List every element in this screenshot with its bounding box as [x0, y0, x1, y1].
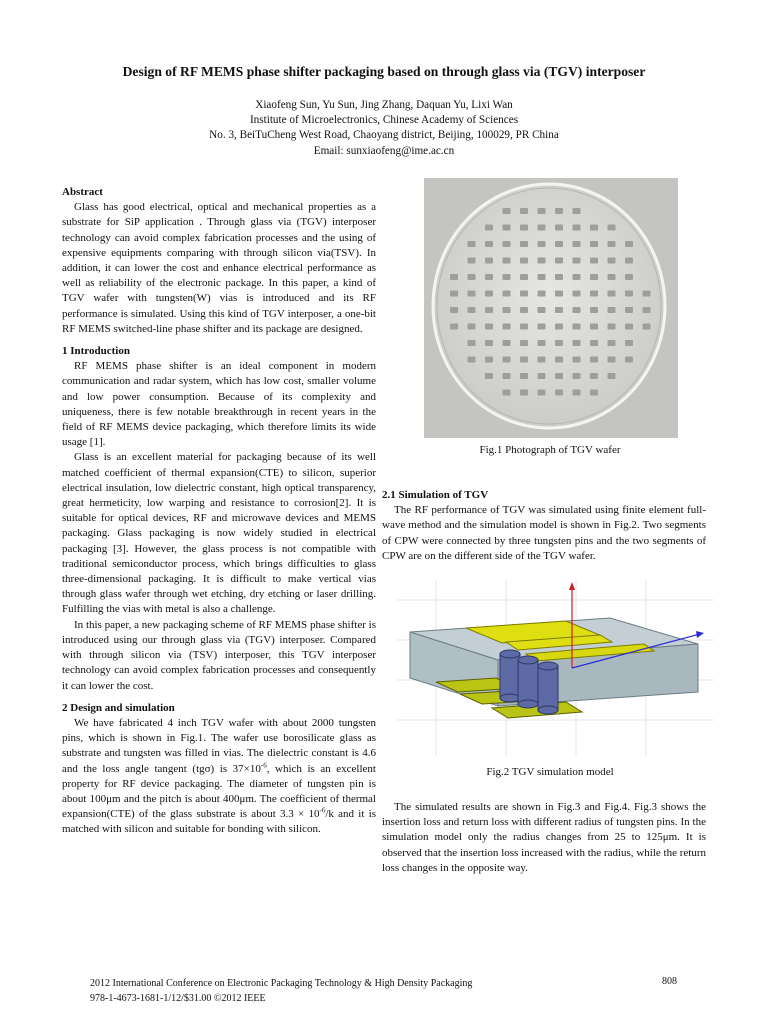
tgv-die — [485, 291, 493, 297]
tgv-die — [538, 390, 546, 396]
tgv-die — [520, 357, 528, 363]
tgv-die — [485, 373, 493, 379]
tgv-die — [608, 225, 616, 231]
tgv-die — [573, 291, 581, 297]
tgv-die — [643, 291, 651, 297]
tgv-die — [555, 324, 563, 330]
tgv-die — [625, 258, 633, 264]
design-paragraph: We have fabricated 4 inch TGV wafer with about 2000 tungsten pins, which is shown in Fig.1. The wafer use borosilicate glass as substrate and tungsten was filled in vias. The dielectric constant is 4.6 and the loss angle tangent (tgσ) is $37\times 10^{-6}$, which is an excellent property for RF device packaging. The diameter of tungsten pin is about 100μm and the pitch is about 400μm. The coefficient of thermal expansion(CTE) of the glass substrate is about $3.3 \times 10^{-6}/k$ and it is matched with silicon and suitable for bonding with silicon. — [62, 716, 376, 836]
tgv-die — [503, 307, 511, 313]
tgv-die — [573, 307, 581, 313]
tgv-die — [485, 274, 493, 280]
tgv-die — [573, 357, 581, 363]
tgv-die — [520, 208, 528, 214]
tgv-die — [503, 390, 511, 396]
tgv-die — [503, 357, 511, 363]
tgv-die — [503, 274, 511, 280]
figure-2-caption: Fig.2 TGV simulation model — [486, 766, 614, 778]
tgv-die — [590, 241, 598, 247]
tgv-die — [590, 357, 598, 363]
tgv-die — [608, 241, 616, 247]
tgv-die — [538, 291, 546, 297]
tgv-die — [555, 357, 563, 363]
tgv-die — [485, 241, 493, 247]
tgv-die — [520, 307, 528, 313]
tgv-die — [503, 241, 511, 247]
tgv-die — [538, 373, 546, 379]
tgv-die — [538, 258, 546, 264]
tgv-die — [608, 324, 616, 330]
tgv-die — [625, 340, 633, 346]
tgv-die — [625, 291, 633, 297]
footer-conference: 2012 International Conference on Electronic Packaging Technology & High Density Packaging — [90, 978, 473, 989]
tgv-die — [590, 390, 598, 396]
tgv-die — [625, 274, 633, 280]
tgv-die — [503, 291, 511, 297]
tgv-die — [538, 307, 546, 313]
page-number: 808 — [662, 976, 677, 987]
tgv-die — [538, 357, 546, 363]
simulation-paragraph: The RF performance of TGV was simulated using finite element full-wave method and the simulation model is shown in Fig.2. Two segments of CPW were connected by three tungsten pins and the two segments of CPW are on the different side of the TGV wafer. — [382, 504, 706, 562]
tgv-die — [555, 241, 563, 247]
tgv-die — [468, 357, 476, 363]
tgv-die — [485, 225, 493, 231]
tgv-die — [520, 241, 528, 247]
design-heading: 2 Design and simulation — [62, 701, 175, 714]
tgv-die — [608, 357, 616, 363]
simulation-heading: 2.1 Simulation of TGV — [382, 489, 489, 501]
tgv-die — [503, 340, 511, 346]
tgv-die — [450, 324, 458, 330]
author-block — [40, 98, 728, 159]
tgv-die — [520, 258, 528, 264]
tgv-die — [538, 208, 546, 214]
tgv-die — [520, 324, 528, 330]
tgv-die — [573, 258, 581, 264]
results-paragraph: The simulated results are shown in Fig.3 and Fig.4. Fig.3 shows the insertion loss and return loss with different radius of tungsten pins. In the simulation model only the radius changes from 25 to 125μm. It is observed that the insertion loss increased with the radius, while the return loss changes in the opposite way. — [382, 801, 706, 874]
tgv-die — [573, 390, 581, 396]
tgv-die — [625, 307, 633, 313]
tgv-die — [538, 241, 546, 247]
tgv-die — [468, 307, 476, 313]
tgv-die — [573, 274, 581, 280]
tgv-die — [555, 373, 563, 379]
abstract-text: Glass has good electrical, optical and mechanical properties as a substrate for SiP application . Through glass via (TGV) interposer technology can avoid complex fabrication processes and the using of expensive equipments comparing with through silicon via(TSV). In addition, it can lower the cost and enhance electrical performance as well as reliability of the electronic package. In this paper, a kind of TGV wafer with tungsten(W) vias is introduced and its RF performance is simulated. Using this kind of TGV interposer, a one-bit RF MEMS switched-line phase shifter and its package are designed. — [62, 201, 376, 335]
tgv-die — [625, 357, 633, 363]
intro-paragraph-3: In this paper, a new packaging scheme of RF MEMS phase shifter is introduced using our through glass via (TGV) interposer. Compared with through silicon via (TSV) interposer, this TGV interposer technology can avoid complex fabrication processes and consequently it can lower the cost. — [62, 618, 376, 692]
figure-2-model — [396, 580, 714, 756]
tgv-die — [590, 373, 598, 379]
tgv-die — [608, 258, 616, 264]
affiliation: Institute of Microelectronics, Chinese Academy of Sciences — [249, 114, 519, 127]
tgv-die — [538, 324, 546, 330]
tgv-die — [643, 324, 651, 330]
tgv-die — [590, 274, 598, 280]
tgv-die — [450, 274, 458, 280]
tgv-die — [468, 340, 476, 346]
tgv-die — [590, 258, 598, 264]
tgv-die — [555, 225, 563, 231]
footer — [90, 976, 472, 1006]
tgv-die — [520, 373, 528, 379]
tgv-die — [520, 274, 528, 280]
figure-1-photo — [424, 178, 678, 438]
tgv-die — [450, 307, 458, 313]
tgv-die — [608, 291, 616, 297]
footer-isbn: 978-1-4673-1681-1/12/$31.00 ©2012 IEEE — [90, 993, 266, 1004]
tgv-die — [573, 340, 581, 346]
left-column — [62, 185, 376, 838]
tgv-die — [520, 340, 528, 346]
tgv-die — [555, 390, 563, 396]
tgv-die — [590, 291, 598, 297]
authors: Xiaofeng Sun, Yu Sun, Jing Zhang, Daquan Yu, Lixi Wan — [255, 99, 513, 111]
tgv-die — [485, 258, 493, 264]
tgv-die — [573, 324, 581, 330]
intro-paragraph-2: Glass is an excellent material for packaging because of its well matched coefficient of thermal expansion(CTE) to silicon, superior electrical insulation, low dielectric constant, high optical transparency, great hermeticity, low warping and resistance to corrosion[2]. It is suitable for optical devices, RF and microwave devices and MEMS packaging. Glass packaging is now widely studied in electrical packaging [3]. However, the glass process is not compatible with traditional semiconductor process, which brings difficulties to glass three-dimensional packaging. It is difficult to make vertical vias through glass wafer through wet etching, dry etching or laser drilling. Fulfilling the vias with metal is also a challenge. — [62, 451, 376, 616]
tgv-die — [485, 324, 493, 330]
tgv-die — [555, 258, 563, 264]
address: No. 3, BeiTuCheng West Road, Chaoyang district, Beijing, 100029, PR China — [209, 129, 559, 142]
tgv-die — [520, 390, 528, 396]
tgv-die — [538, 225, 546, 231]
tgv-die — [643, 307, 651, 313]
tgv-die — [590, 324, 598, 330]
tgv-die — [608, 340, 616, 346]
intro-heading: 1 Introduction — [62, 345, 130, 358]
results-section — [382, 800, 706, 876]
tgv-die — [608, 307, 616, 313]
tgv-die — [590, 307, 598, 313]
tgv-die — [538, 340, 546, 346]
tgv-die — [590, 225, 598, 231]
tgv-die — [573, 225, 581, 231]
tgv-die — [520, 291, 528, 297]
tgv-die — [608, 274, 616, 280]
tgv-simulation-model — [396, 580, 714, 756]
tgv-die — [485, 357, 493, 363]
intro-paragraph-1: RF MEMS phase shifter is an ideal component in modern communication and radar system, which has low cost, smaller volume and low power consumption. Because of its complexity and uniqueness, there is few notable breakthrough in recent years in the field of RF MEMS device packaging, which therefore limits its wide usage [1]. — [62, 360, 376, 449]
tgv-die — [503, 324, 511, 330]
tgv-die — [468, 241, 476, 247]
tgv-die — [468, 274, 476, 280]
tgv-die — [538, 274, 546, 280]
tgv-die — [590, 340, 598, 346]
tgv-die — [450, 291, 458, 297]
email: Email: sunxiaofeng@ime.ac.cn — [313, 144, 455, 157]
tgv-die — [503, 373, 511, 379]
tgv-die — [625, 324, 633, 330]
simulation-section — [382, 488, 706, 564]
tgv-die — [555, 340, 563, 346]
tgv-die — [573, 208, 581, 214]
tgv-die — [555, 291, 563, 297]
tgv-die — [503, 208, 511, 214]
tgv-die — [485, 307, 493, 313]
paper-title: Design of RF MEMS phase shifter packaging based on through glass via (TGV) interposer — [122, 64, 646, 79]
tgv-die — [573, 241, 581, 247]
tgv-die — [468, 291, 476, 297]
tgv-die — [468, 324, 476, 330]
tgv-die — [555, 274, 563, 280]
figure-1-caption: Fig.1 Photograph of TGV wafer — [479, 444, 621, 456]
tgv-die — [555, 307, 563, 313]
tgv-wafer-image — [424, 178, 678, 438]
tgv-die — [608, 373, 616, 379]
tgv-die — [573, 373, 581, 379]
tgv-die — [555, 208, 563, 214]
tgv-die — [485, 340, 493, 346]
tgv-die — [520, 225, 528, 231]
tgv-die — [503, 258, 511, 264]
tgv-die — [625, 241, 633, 247]
tgv-die — [468, 258, 476, 264]
abstract-heading: Abstract — [62, 186, 103, 198]
tgv-die — [503, 225, 511, 231]
